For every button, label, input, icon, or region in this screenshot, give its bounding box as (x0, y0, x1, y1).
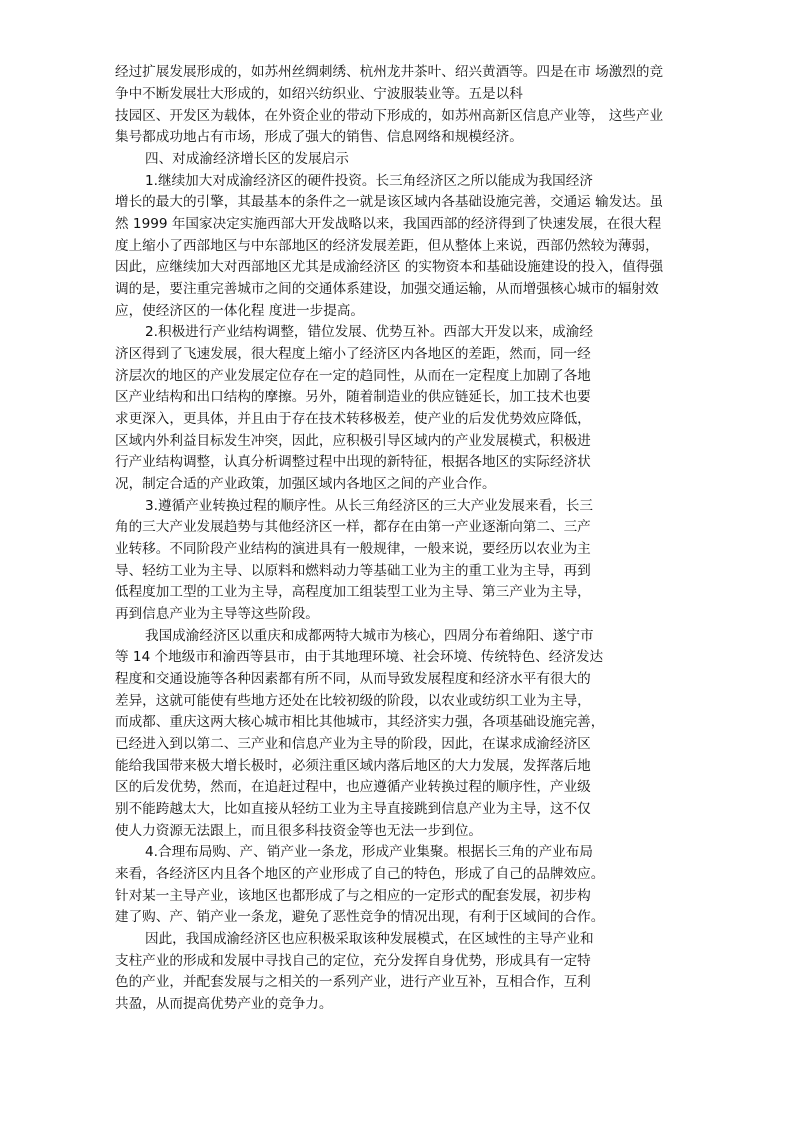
text-line: 来看，各经济区内且各个地区的产业形成了自己的特色，形成了自己的品牌效应。 (115, 866, 605, 882)
text-line: 区产业结构和出口结构的摩擦。另外，随着制造业的供应链延长，加工技术也要 (115, 389, 591, 405)
text-line: 业转移。不同阶段产业结构的演进具有一般规律，一般来说，要经历以农业为主 (115, 541, 591, 557)
text-line: 经过扩展发展形成的，如苏州丝绸刺绣、杭州龙井茶叶、绍兴黄酒等。四是在市 场激烈的竞 (115, 64, 664, 80)
text-line: 集号都成功地占有市场，形成了强大的销售、信息网络和规模经济。 (115, 129, 523, 145)
text-line: 程度和交通设施等各种因素都有所不同，从而导致发展程度和经济水平有很大的 (115, 671, 591, 687)
text-line: 济层次的地区的产业发展定位存在一定的趋同性，从而在一定程度上加剧了各地 (115, 368, 591, 384)
text-line: 别不能跨越太大，比如直接从轻纺工业为主导直接跳到信息产业为主导，这不仅 (115, 801, 591, 817)
section-heading: 四、对成渝经济增长区的发展启示 (145, 151, 349, 167)
text-line: 建了购、产、销产业一条龙，避免了恶性竞争的情况出现，有利于区域间的合作。 (115, 909, 605, 925)
text-line: 区的后发优势，然而，在追赶过程中，也应遵循产业转换过程的顺序性，产业级 (115, 779, 591, 795)
text-line: 导、轻纺工业为主导、以原料和燃料动力等基础工业为主的重工业为主导，再到 (115, 563, 591, 579)
paragraph-start: 3.遵循产业转换过程的顺序性。从长三角经济区的三大产业发展来看，长三 (145, 498, 593, 514)
text-line: 因此，应继续加大对西部地区尤其是成渝经济区 的实物资本和基础设施建设的投入，值得强 (115, 259, 664, 275)
paragraph-start: 因此，我国成渝经济区也应积极采取该种发展模式，在区域性的主导产业和 (145, 931, 594, 947)
text-line: 应，使经济区的一体化程 度进一步提高。 (115, 303, 365, 319)
text-line: 针对某一主导产业，该地区也都形成了与之相应的一定形式的配套发展，初步构 (115, 888, 591, 904)
text-line: 增长的最大的引擎，其最基本的条件之一就是该区域内各基础设施完善，交通运 输发达。虽 (115, 194, 664, 210)
paragraph-start: 我国成渝经济区以重庆和成都两特大城市为核心，四周分布着绵阳、遂宁市 (145, 628, 594, 644)
text-line: 差异，这就可能使有些地方还处在比较初级的阶段，以农业或纺织工业为主导， (115, 693, 591, 709)
text-line: 求更深入，更具体，并且由于存在技术转移极差，使产业的后发优势效应降低， (115, 411, 591, 427)
text-line: 角的三大产业发展趋势与其他经济区一样，都存在由第一产业逐渐向第二、三产 (115, 519, 591, 535)
text-line: 调的是，要注重完善城市之间的交通体系建设，加强交通运输，从而增强核心城市的辐射效 (115, 281, 659, 297)
text-line: 已经进入到以第二、三产业和信息产业为主导的阶段，因此，在谋求成渝经济区 (115, 736, 591, 752)
text-line: 再到信息产业为主导等这些阶段。 (115, 606, 319, 622)
text-line: 支柱产业的形成和发展中寻找自己的定位，充分发挥自身优势，形成具有一定特 (115, 953, 591, 969)
text-line: 色的产业，并配套发展与之相关的一系列产业，进行产业互补，互相合作，互利 (115, 974, 591, 990)
text-line: 况，制定合适的产业政策，加强区域内各地区之间的产业合作。 (115, 476, 496, 492)
text-line: 行产业结构调整，认真分析调整过程中出现的新特征，根据各地区的实际经济状 (115, 454, 591, 470)
paragraph-start: 2.积极进行产业结构调整，错位发展、优势互补。西部大开发以来，成渝经 (145, 324, 593, 340)
text-line: 区域内外利益目标发生冲突，因此，应积极引导区域内的产业发展模式，积极进 (115, 433, 591, 449)
text-line: 争中不断发展壮大形成的，如绍兴纺织业、宁波服装业等。五是以科 (115, 86, 523, 102)
text-line: 低程度加工型的工业为主导，高程度加工组装型工业为主导、第三产业为主导， (115, 584, 591, 600)
text-line: 等 14 个地级市和渝西等县市，由于其地理环境、社会环境、传统特色、经济发达 (115, 649, 604, 665)
text-line: 然 1999 年国家决定实施西部大开发战略以来，我国西部的经济得到了快速发展，在很大程 (115, 216, 662, 232)
text-line: 济区得到了飞速发展，很大程度上缩小了经济区内各地区的差距，然而，同一经 (115, 346, 591, 362)
text-line: 度上缩小了西部地区与中东部地区的经济发展差距，但从整体上来说，西部仍然较为薄弱， (115, 238, 659, 254)
text-line: 技园区、开发区为载体，在外资企业的带动下形成的，如苏州高新区信息产业等， 这些产业 (115, 108, 664, 124)
text-line: 能给我国带来极大增长极时，必须注重区域内落后地区的大力发展，发挥落后地 (115, 758, 591, 774)
paragraph-start: 1.继续加大对成渝经济区的硬件投资。长三角经济区之所以能成为我国经济 (145, 173, 593, 189)
text-line: 而成都、重庆这两大核心城市相比其他城市，其经济实力强，各项基础设施完善， (115, 714, 605, 730)
text-line: 使人力资源无法跟上，而且很多科技资金等也无法一步到位。 (115, 823, 483, 839)
paragraph-start: 4.合理布局购、产、销产业一条龙，形成产业集聚。根据长三角的产业布局 (145, 844, 593, 860)
text-line: 共盈，从而提高优势产业的竞争力。 (115, 996, 333, 1012)
